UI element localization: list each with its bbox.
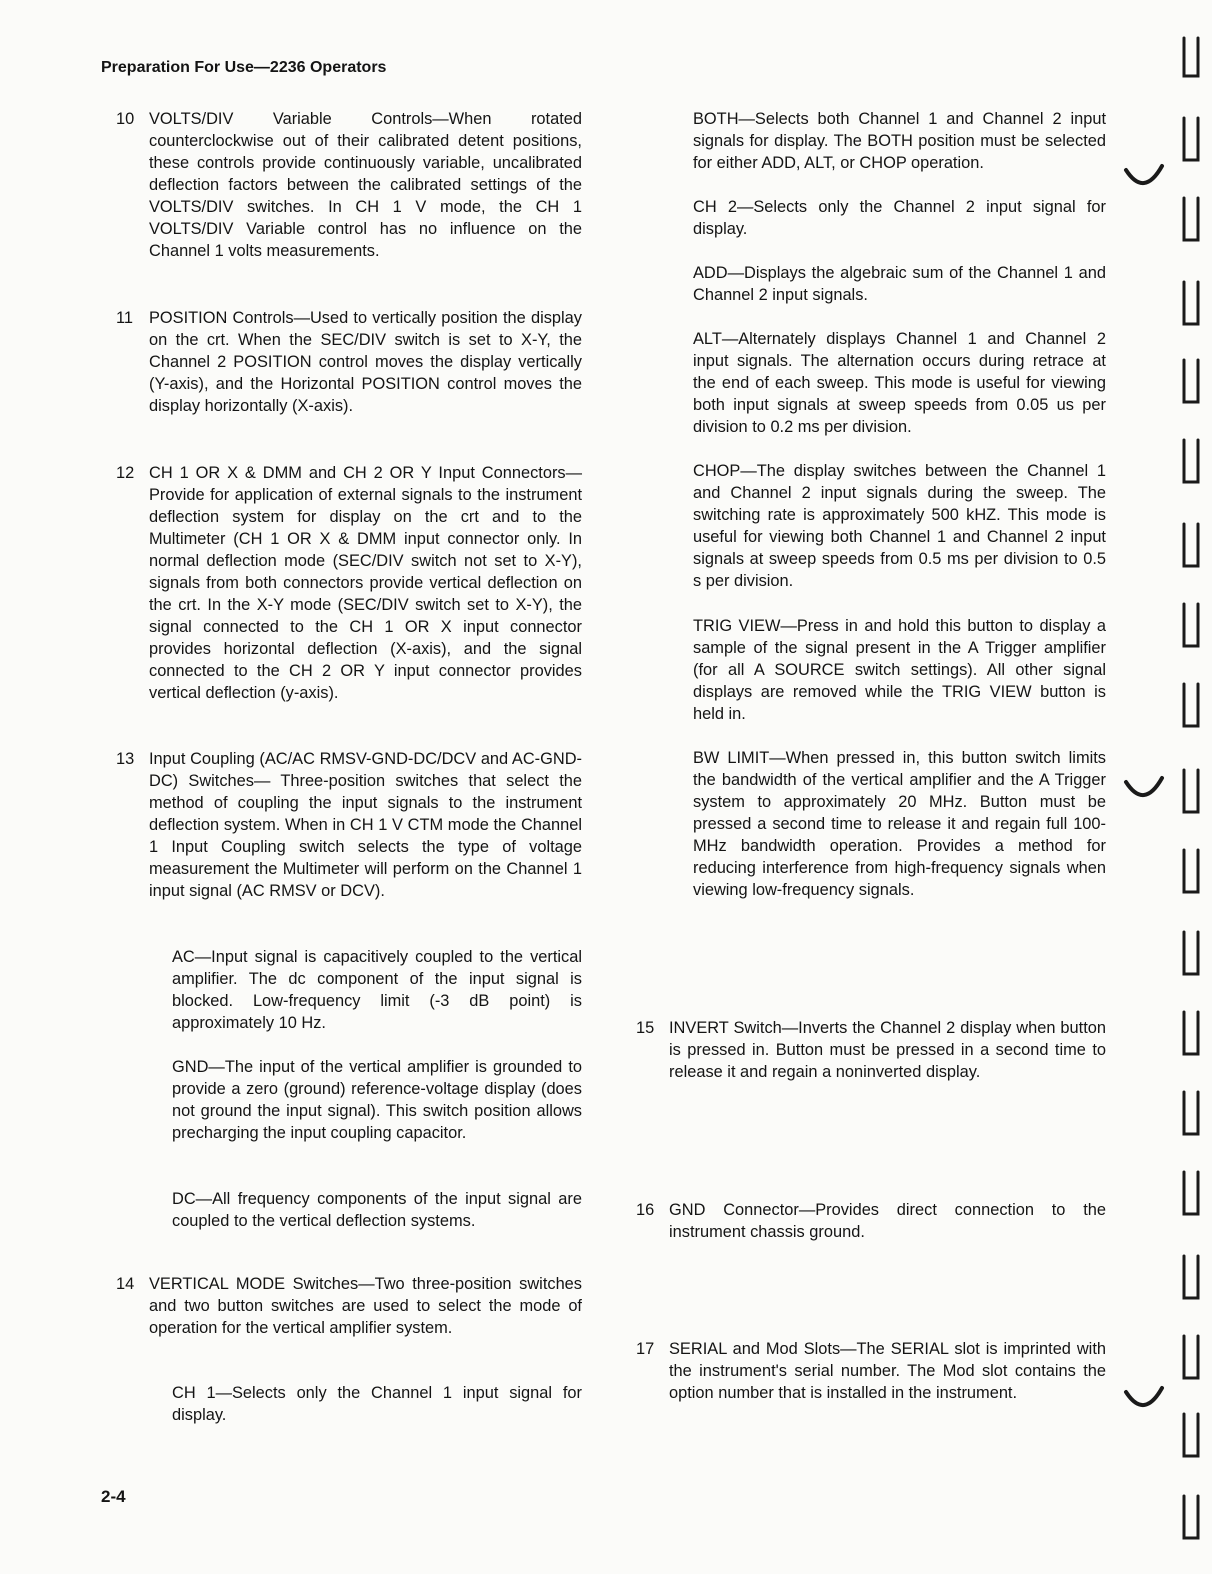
item-text: POSITION Controls—Used to vertically position the display on the crt. When the SEC/DIV switch is set to X-Y, the Channel 2 POSITION control moves the display vertically (Y-axis), and the Horizontal POSITION control moves the display horizontally (X-axis). (149, 309, 582, 415)
bw-limit: BW LIMIT—When pressed in, this button switch limits the bandwidth of the vertical amplifier and the A Trigger system to approximately 20 MHz. Button must be pressed a second time to release it and regain full 100-MHz bandwidth operation. Provides a method for reducing interference from high-frequency signals when viewing low-frequency signals. (693, 749, 1106, 899)
item-text: GND Connector—Provides direct connection to the instrument chassis ground. (669, 1201, 1106, 1241)
mode-add: ADD—Displays the algebraic sum of the Channel 1 and Channel 2 input signals. (693, 264, 1106, 304)
binder-hole-icon (1184, 1256, 1198, 1298)
item-number: 14 (116, 1275, 135, 1293)
coupling-gnd: GND—The input of the vertical amplifier is grounded to provide a zero (ground) reference-voltage display (does not ground the input signal). This switch position allows precharging the input coupling capacitor. (172, 1058, 582, 1142)
mode-chop: CHOP—The display switches between the Channel 1 and Channel 2 input signals during the sweep. The switching rate is approximately 500 kHZ. This mode is useful for viewing both Channel 1 and Channel 2 input signals at sweep speeds from 0.5 ms per division to 0.5 s per division. (693, 462, 1106, 590)
item-11 (116, 307, 582, 417)
coupling-ac: AC—Input signal is capacitively coupled to the vertical amplifier. The dc component of the input signal is blocked. Low-frequency limit (-3 dB point) is approximately 10 Hz. (172, 948, 582, 1032)
binder-hole-icon (1184, 524, 1198, 566)
binder-ring-icon (1126, 166, 1162, 183)
page-header: Preparation For Use—2236 Operators (101, 59, 387, 76)
binder-hole-icon (1184, 360, 1198, 402)
binder-hole-icon (1184, 1496, 1198, 1538)
mode-alt: ALT—Alternately displays Channel 1 and Channel 2 input signals. The alternation occurs during retrace at the end of each sweep. This mode is useful for viewing both input signals at sweep speeds from 0.05 us per division to 0.2 ms per division. (693, 330, 1106, 436)
item-text: Input Coupling (AC/AC RMSV-GND-DC/DCV and AC-GND-DC) Switches— Three-position switches that select the method of coupling the input signals to the instrument deflection system. When in CH 1 V CTM mode the Channel 1 Input Coupling switch selects the type of voltage measurement the Multimeter will perform on the Channel 1 input signal (AC RMSV or DCV). (149, 750, 582, 900)
binder-hole-icon (1184, 118, 1198, 160)
coupling-dc: DC—All frequency components of the input signal are coupled to the vertical deflection systems. (172, 1190, 582, 1230)
item-text: INVERT Switch—Inverts the Channel 2 display when button is pressed in. Button must be pressed in a second time to release it and regain a noninverted display. (669, 1019, 1106, 1081)
binder-ring-icon (1126, 1388, 1162, 1405)
mode-ch1: CH 1—Selects only the Channel 1 input signal for display. (172, 1384, 582, 1424)
item-12 (116, 462, 582, 704)
binder-hole-icon (1184, 198, 1198, 240)
item-16 (636, 1199, 1106, 1243)
item-number: 11 (116, 309, 134, 327)
item-15 (636, 1017, 1106, 1083)
binder-ring-icon (1126, 778, 1162, 795)
item-text: SERIAL and Mod Slots—The SERIAL slot is imprinted with the instrument's serial number. The Mod slot contains the option number that is installed in the instrument. (669, 1340, 1106, 1402)
binder-hole-icon (1184, 684, 1198, 726)
binder-hole-icon (1184, 1414, 1198, 1456)
binder-hole-icon (1184, 932, 1198, 974)
binder-hole-icon (1184, 1092, 1198, 1134)
item-14 (116, 1273, 582, 1339)
item-number: 16 (636, 1201, 655, 1219)
binder-hole-icon (1184, 604, 1198, 646)
mode-both: BOTH—Selects both Channel 1 and Channel 2 input signals for display. The BOTH position must be selected for either ADD, ALT, or CHOP operation. (693, 110, 1106, 172)
item-10 (116, 108, 582, 262)
item-13 (116, 748, 582, 902)
binder-hole-icon (1184, 1336, 1198, 1378)
item-number: 10 (116, 110, 135, 128)
item-text: CH 1 OR X & DMM and CH 2 OR Y Input Connectors—Provide for application of external signals to the instrument deflection system for display on the crt and to the Multimeter (CH 1 OR X & DMM input connector only. In normal deflection mode (SEC/DIV switch not set to X-Y), signals from both connectors provide vertical deflection on the crt. In the X-Y mode (SEC/DIV switch set to X-Y), the signal connected to the CH 1 OR X input connector provides horizontal deflection (X-axis), and the signal connected to the CH 2 OR Y input connector provides vertical deflection (y-axis). (149, 464, 582, 702)
mode-ch2: CH 2—Selects only the Channel 2 input signal for display. (693, 198, 1106, 238)
binder-hole-icon (1184, 1012, 1198, 1054)
binder-holes (1100, 0, 1212, 1574)
page-number: 2-4 (101, 1487, 126, 1506)
item-number: 15 (636, 1019, 655, 1037)
binder-hole-icon (1184, 282, 1198, 324)
item-number: 12 (116, 464, 135, 482)
item-number: 13 (116, 750, 135, 768)
item-text: VERTICAL MODE Switches—Two three-position switches and two button switches are used to select the mode of operation for the vertical amplifier system. (149, 1275, 582, 1337)
binder-hole-icon (1184, 440, 1198, 482)
trig-view: TRIG VIEW—Press in and hold this button to display a sample of the signal present in the A Trigger amplifier (for all A SOURCE switch settings). All other signal displays are removed while the TRIG VIEW button is held in. (693, 617, 1106, 723)
binder-hole-icon (1184, 850, 1198, 892)
item-text: VOLTS/DIV Variable Controls—When rotated counterclockwise out of their calibrated detent positions, these controls provide continuously variable, uncalibrated deflection factors between the calibrated settings of the VOLTS/DIV switches. In CH 1 V mode, the CH 1 VOLTS/DIV Variable control has no influence on the Channel 1 volts measurements. (149, 110, 582, 260)
item-number: 17 (636, 1340, 655, 1358)
binder-hole-icon (1184, 1172, 1198, 1214)
binder-hole-icon (1184, 38, 1198, 76)
binder-hole-icon (1184, 770, 1198, 812)
item-17 (636, 1338, 1106, 1404)
